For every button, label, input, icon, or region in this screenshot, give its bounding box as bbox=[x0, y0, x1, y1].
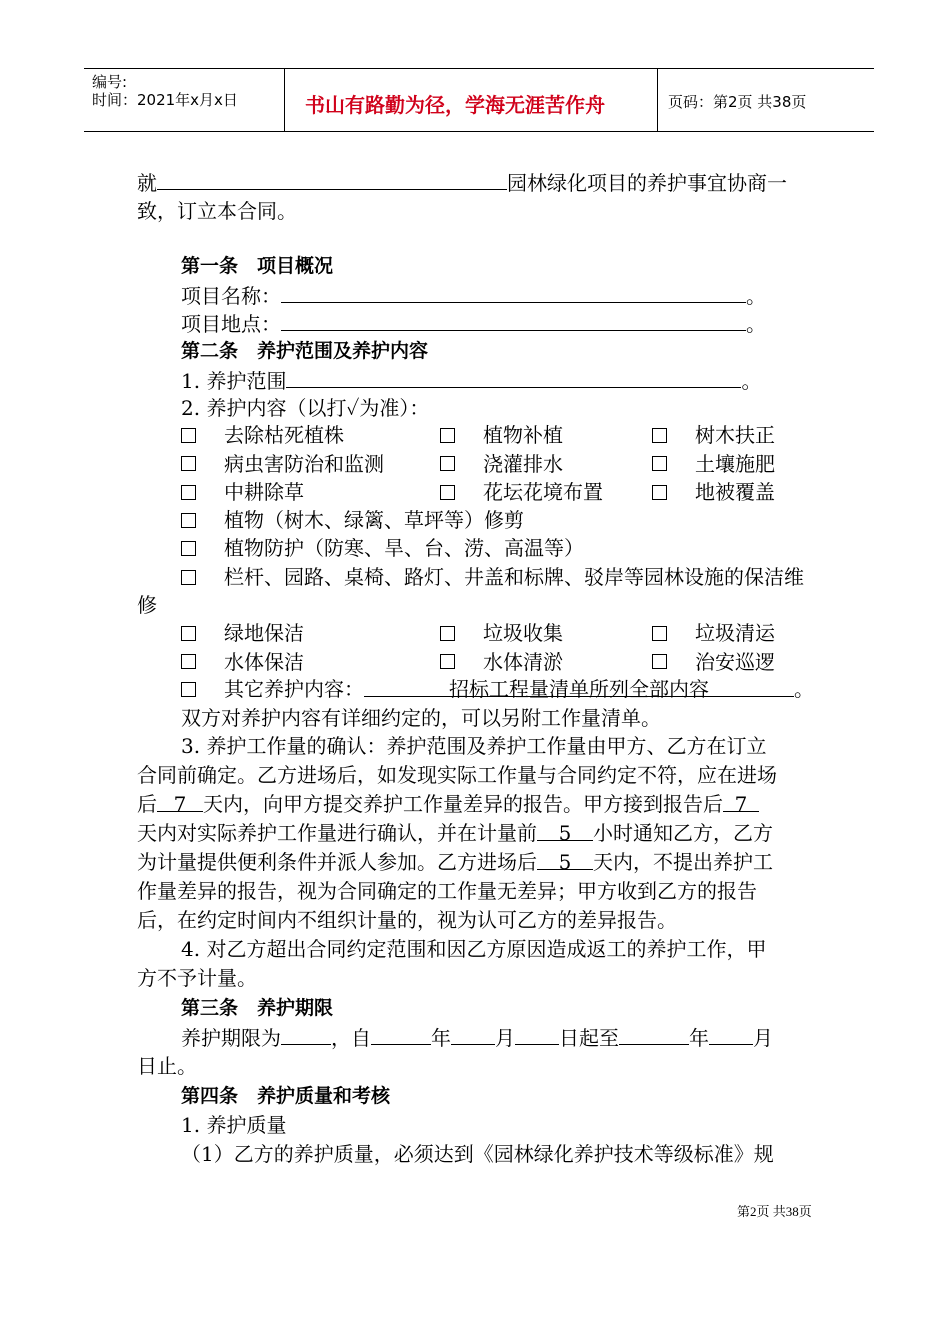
checkbox-item bbox=[181, 450, 384, 478]
checkbox[interactable] bbox=[652, 654, 667, 669]
code-label: 编号: bbox=[92, 73, 128, 91]
checkbox[interactable] bbox=[652, 485, 667, 500]
checkbox-label: 植物（树木、绿篱、草坪等）修剪 bbox=[224, 508, 524, 532]
article-2-title: 第二条 养护范围及养护内容 bbox=[181, 340, 429, 362]
term-line-1 bbox=[181, 1023, 773, 1052]
scope-line bbox=[181, 366, 761, 395]
checkbox[interactable] bbox=[440, 456, 455, 471]
checkbox-item bbox=[652, 450, 775, 478]
text: 月 bbox=[495, 1026, 515, 1050]
checkbox-label: 地被覆盖 bbox=[695, 480, 775, 504]
checkbox-item bbox=[652, 478, 775, 506]
period: 。 bbox=[794, 677, 814, 701]
checkbox[interactable] bbox=[181, 428, 196, 443]
article-4-title: 第四条 养护质量和考核 bbox=[181, 1085, 391, 1107]
facilities-cont: 修 bbox=[137, 593, 157, 617]
year-blank bbox=[371, 1023, 431, 1045]
quality-subtitle: 1. 养护质量 bbox=[181, 1113, 287, 1137]
p4-line-1: 4. 对乙方超出合同约定范围和因乙方原因造成返工的养护工作，甲 bbox=[181, 937, 767, 961]
text: 月 bbox=[753, 1026, 773, 1050]
p3-line-1: 3. 养护工作量的确认：养护范围及养护工作量由甲方、乙方在订立 bbox=[181, 734, 767, 758]
checkbox-item bbox=[181, 478, 304, 506]
checkbox-label: 水体清淤 bbox=[483, 649, 563, 674]
checkbox-label: 去除枯死植株 bbox=[224, 423, 344, 447]
period: 。 bbox=[746, 312, 766, 336]
checkbox[interactable] bbox=[181, 682, 196, 697]
checkbox-item bbox=[440, 619, 563, 647]
text: 年 bbox=[431, 1026, 451, 1050]
header-meta-cell bbox=[84, 69, 285, 131]
checkbox-item-protection bbox=[181, 534, 584, 562]
checkbox-label: 植物防护（防寒、旱、台、涝、高温等） bbox=[224, 536, 584, 560]
period: 。 bbox=[746, 284, 766, 308]
checkbox[interactable] bbox=[652, 626, 667, 641]
header-motto-cell bbox=[285, 69, 658, 131]
motto: 书山有路勤为径，学海无涯苦作舟 bbox=[305, 93, 605, 117]
text: 养护期限为 bbox=[181, 1026, 281, 1050]
intro-suffix: 园林绿化项目的养护事宜协商一 bbox=[507, 171, 787, 195]
text: 天内，向甲方提交养护工作量差异的报告。甲方接到报告后 bbox=[203, 792, 723, 816]
month-blank-2 bbox=[709, 1023, 753, 1045]
header-page-cell bbox=[658, 69, 874, 131]
period: 。 bbox=[741, 369, 762, 393]
checkbox[interactable] bbox=[181, 456, 196, 471]
checkbox-item bbox=[440, 421, 563, 449]
term-blank bbox=[281, 1023, 331, 1045]
checkbox[interactable] bbox=[440, 626, 455, 641]
year-blank-2 bbox=[619, 1023, 689, 1045]
intro-line-2: 致，订立本合同。 bbox=[137, 199, 297, 223]
time-label: 时间：2021年x月x日 bbox=[92, 91, 238, 109]
day-blank bbox=[515, 1023, 559, 1045]
days-value-3: 5 bbox=[537, 848, 593, 870]
checkbox[interactable] bbox=[181, 626, 196, 641]
checkbox[interactable] bbox=[181, 570, 196, 585]
p3-line-2: 合同前确定。乙方进场后，如发现实际工作量与合同约定不符，应在进场 bbox=[137, 763, 777, 787]
checkbox-item bbox=[440, 450, 563, 478]
checkbox-label: 土壤施肥 bbox=[695, 451, 775, 476]
checkbox-item bbox=[652, 619, 775, 647]
text: 小时通知乙方，乙方 bbox=[593, 821, 773, 845]
project-addr-label: 项目地点： bbox=[181, 312, 281, 336]
days-value-1: 7 bbox=[157, 790, 203, 812]
text: 年 bbox=[689, 1026, 709, 1050]
checkbox-label: 治安巡逻 bbox=[695, 649, 775, 674]
checkbox[interactable] bbox=[181, 485, 196, 500]
text: 后 bbox=[137, 792, 157, 816]
p3-line-3 bbox=[137, 790, 759, 818]
term-line-2: 日止。 bbox=[137, 1054, 197, 1078]
intro-line-1 bbox=[137, 168, 787, 197]
checkbox-label: 植物补植 bbox=[483, 423, 563, 447]
checkbox-label: 栏杆、园路、桌椅、路灯、井盖和标牌、驳岸等园林设施的保洁维 bbox=[224, 565, 804, 589]
project-name-line bbox=[181, 281, 766, 310]
checkbox-item bbox=[440, 478, 603, 506]
checkbox-item bbox=[181, 648, 304, 676]
p3-line-5 bbox=[137, 848, 773, 876]
p3-line-6: 作量差异的报告，视为合同确定的工作量无差异；甲方收到乙方的报告 bbox=[137, 879, 757, 903]
days-value-2: 7 bbox=[723, 790, 759, 812]
checkbox-label: 花坛花境布置 bbox=[483, 480, 603, 504]
checkbox-label: 绿地保洁 bbox=[224, 621, 304, 645]
checkbox-item-other bbox=[181, 675, 814, 703]
project-blank bbox=[157, 168, 507, 190]
checkbox-label: 中耕除草 bbox=[224, 480, 304, 504]
p3-line-4 bbox=[137, 819, 773, 847]
intro-prefix: 就 bbox=[137, 171, 157, 195]
hours-value: 5 bbox=[537, 819, 593, 841]
content-label: 2. 养护内容（以打✓为准）： bbox=[181, 396, 430, 420]
article-3-title: 第三条 养护期限 bbox=[181, 997, 334, 1019]
project-addr-line bbox=[181, 309, 766, 338]
other-value: 招标工程量清单所列全部内容 bbox=[364, 675, 794, 697]
checkbox-item bbox=[181, 619, 304, 647]
checkbox[interactable] bbox=[440, 485, 455, 500]
project-addr-blank bbox=[281, 309, 746, 331]
project-name-blank bbox=[281, 281, 746, 303]
checkbox-label: 垃圾清运 bbox=[695, 621, 775, 645]
checkbox[interactable] bbox=[181, 654, 196, 669]
scope-label: 1. 养护范围 bbox=[181, 369, 287, 393]
month-blank bbox=[451, 1023, 495, 1045]
text: 天内，不提出养护工 bbox=[593, 850, 773, 874]
text: 日起至 bbox=[559, 1026, 619, 1050]
checkbox-item bbox=[440, 648, 563, 676]
checkbox[interactable] bbox=[652, 456, 667, 471]
checkbox[interactable] bbox=[440, 654, 455, 669]
scope-blank bbox=[286, 366, 741, 388]
checkbox-item-pruning bbox=[181, 506, 524, 534]
checkbox-item bbox=[652, 421, 775, 449]
project-name-label: 项目名称： bbox=[181, 284, 281, 308]
text: 天内对实际养护工作量进行确认，并在计量前 bbox=[137, 821, 537, 845]
p3-line-7: 后，在约定时间内不组织计量的，视为认可乙方的差异报告。 bbox=[137, 908, 677, 932]
header-page-label: 页码：第2页 共38页 bbox=[668, 93, 807, 111]
checkbox-label: 水体保洁 bbox=[224, 649, 304, 674]
article-1-title: 第一条 项目概况 bbox=[181, 255, 334, 277]
other-label: 其它养护内容： bbox=[224, 677, 364, 701]
checkbox[interactable] bbox=[181, 513, 196, 528]
text: ，自 bbox=[331, 1026, 371, 1050]
checkbox[interactable] bbox=[181, 541, 196, 556]
checkbox[interactable] bbox=[440, 428, 455, 443]
quality-p1: （1）乙方的养护质量，必须达到《园林绿化养护技术等级标准》规 bbox=[181, 1142, 774, 1166]
checkbox-item bbox=[181, 421, 344, 449]
p4-line-2: 方不予计量。 bbox=[137, 966, 257, 990]
text: 为计量提供便利条件并派人参加。乙方进场后 bbox=[137, 850, 537, 874]
checkbox[interactable] bbox=[652, 428, 667, 443]
page-header bbox=[84, 68, 874, 132]
page-footer: 第2页 共38页 bbox=[737, 1204, 812, 1219]
checkbox-label: 病虫害防治和监测 bbox=[224, 451, 384, 476]
checkbox-label: 树木扶正 bbox=[695, 423, 775, 447]
checkbox-label: 浇灌排水 bbox=[483, 451, 563, 476]
checkbox-item bbox=[652, 648, 775, 676]
note-line: 双方对养护内容有详细约定的，可以另附工作量清单。 bbox=[181, 706, 661, 730]
checkbox-label: 垃圾收集 bbox=[483, 621, 563, 645]
checkbox-item-facilities bbox=[181, 563, 804, 591]
